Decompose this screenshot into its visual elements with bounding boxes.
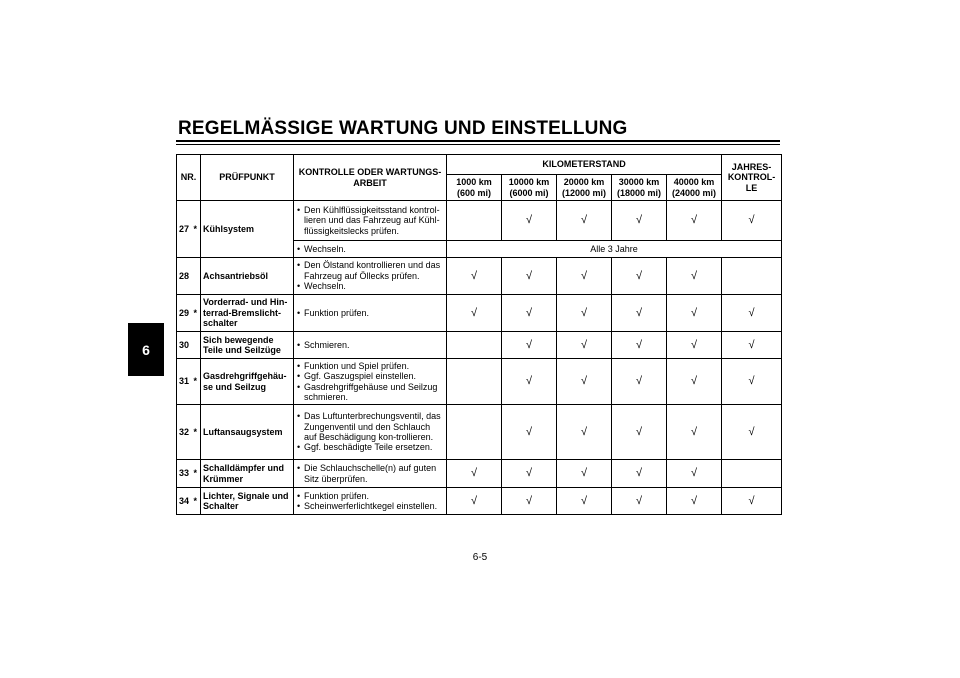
dealer-star: * [192, 359, 201, 405]
action-cell [294, 488, 447, 515]
check-cell-annual: √ [722, 488, 782, 515]
check-cell-km-0 [447, 359, 502, 405]
check-cell-km-0 [447, 405, 502, 460]
check-cell-km-1: √ [502, 460, 557, 488]
header-jahreskontrolle: JAHRES-KONTROL-LE [722, 155, 782, 201]
header-mi-value: (600 mi) [456, 187, 491, 198]
action-item: • Funktion prüfen. [296, 491, 444, 501]
dealer-star: * [192, 201, 201, 258]
check-cell-km-2: √ [557, 201, 612, 241]
action-item: • Wechseln. [296, 281, 444, 291]
dealer-star: * [192, 460, 201, 488]
check-item: Luftansaugsystem [201, 405, 294, 460]
row-number: 32 [177, 405, 192, 460]
page-number: 6-5 [472, 552, 488, 563]
action-cell [294, 405, 447, 460]
row-number: 29 [177, 295, 192, 332]
check-cell-annual: √ [722, 332, 782, 359]
header-pruefpunkt: PRÜFPUNKT [201, 155, 294, 201]
check-cell-km-0: √ [447, 258, 502, 295]
check-cell-km-4: √ [667, 201, 722, 241]
action-item: • Den Kühlflüssigkeitsstand kontrol-lieren und das Fahrzeug auf Kühl-flüssigkeitslecks prüfen. [296, 205, 444, 236]
table-row [177, 295, 782, 332]
action-cell [294, 359, 447, 405]
check-cell-km-1: √ [502, 295, 557, 332]
check-cell-km-1: √ [502, 405, 557, 460]
check-cell-km-1: √ [502, 332, 557, 359]
check-cell-km-4: √ [667, 488, 722, 515]
check-cell-km-1: √ [502, 201, 557, 241]
interval-note: Alle 3 Jahre [447, 241, 782, 258]
header-nr: NR. [177, 155, 201, 201]
check-cell-km-4: √ [667, 460, 722, 488]
action-item: • Den Ölstand kontrollieren und das Fahrzeug auf Öllecks prüfen. [296, 260, 444, 281]
check-cell-km-2: √ [557, 295, 612, 332]
header-km-0 [447, 175, 502, 201]
action-cell [294, 258, 447, 295]
check-cell-km-2: √ [557, 258, 612, 295]
action-item: • Schmieren. [296, 340, 444, 350]
check-cell-km-4: √ [667, 405, 722, 460]
check-item: Lichter, Signale und Schalter [201, 488, 294, 515]
action-item: • Das Luftunterbrechungsventil, das Zungenventil und den Schlauch auf Beschädigung kon-trollieren. [296, 411, 444, 442]
row-number: 28 [177, 258, 192, 295]
table-row [177, 201, 782, 241]
header-mi-value: (24000 mi) [672, 187, 717, 198]
header-km-value: 40000 km [673, 177, 715, 188]
check-item: Schalldämpfer und Krümmer [201, 460, 294, 488]
header-km-value: 1000 km [456, 177, 492, 188]
check-cell-km-2: √ [557, 488, 612, 515]
table-row [177, 405, 782, 460]
check-cell-km-3: √ [612, 460, 667, 488]
action-cell [294, 241, 447, 258]
row-number: 33 [177, 460, 192, 488]
action-cell [294, 332, 447, 359]
table-row [177, 332, 782, 359]
chapter-tab: 6 [128, 323, 164, 376]
row-number: 27 [177, 201, 192, 258]
check-item: Kühlsystem [201, 201, 294, 258]
header-mi-value: (12000 mi) [561, 187, 607, 198]
check-cell-km-1: √ [502, 258, 557, 295]
check-cell-km-0: √ [447, 460, 502, 488]
action-item: • Ggf. Gaszugspiel einstellen. [296, 371, 444, 381]
check-cell-km-3: √ [612, 258, 667, 295]
header-kilometerstand: KILOMETERSTAND [447, 155, 722, 175]
page-title: REGELMÄSSIGE WARTUNG UND EINSTELLUNG [178, 118, 628, 139]
header-km-4 [667, 175, 722, 201]
dealer-star [192, 332, 201, 359]
check-item: Gasdrehgriffgehäu-se und Seilzug [201, 359, 294, 405]
check-cell-km-0 [447, 332, 502, 359]
header-km-value: 20000 km [563, 177, 605, 188]
table-row [177, 460, 782, 488]
header-km-3 [612, 175, 667, 201]
action-item: • Wechseln. [296, 244, 444, 254]
header-mi-value: (6000 mi) [509, 187, 549, 198]
dealer-star: * [192, 405, 201, 460]
row-number: 31 [177, 359, 192, 405]
check-cell-km-4: √ [667, 258, 722, 295]
table-row [177, 359, 782, 405]
action-cell [294, 460, 447, 488]
check-cell-km-3: √ [612, 332, 667, 359]
check-cell-km-1: √ [502, 359, 557, 405]
header-km-1 [502, 175, 557, 201]
check-cell-annual [722, 460, 782, 488]
check-cell-annual: √ [722, 359, 782, 405]
check-cell-annual: √ [722, 295, 782, 332]
header-km-value: 10000 km [508, 177, 550, 188]
action-item: • Die Schlauchschelle(n) auf guten Sitz überprüfen. [296, 463, 444, 484]
action-item: • Funktion und Spiel prüfen. [296, 361, 444, 371]
header-kontrolle: KONTROLLE ODER WARTUNGS-ARBEIT [294, 155, 447, 201]
check-cell-km-3: √ [612, 201, 667, 241]
dealer-star: * [192, 488, 201, 515]
check-cell-km-0 [447, 201, 502, 241]
check-cell-km-4: √ [667, 295, 722, 332]
check-cell-km-2: √ [557, 460, 612, 488]
check-cell-annual: √ [722, 201, 782, 241]
check-cell-km-2: √ [557, 405, 612, 460]
action-cell [294, 201, 447, 241]
table-row [177, 488, 782, 515]
check-item: Vorderrad- und Hin-terrad-Bremslicht-schalter [201, 295, 294, 332]
check-cell-km-2: √ [557, 359, 612, 405]
row-number: 30 [177, 332, 192, 359]
header-mi-value: (18000 mi) [616, 187, 662, 198]
check-cell-annual: √ [722, 405, 782, 460]
check-cell-km-4: √ [667, 332, 722, 359]
action-item: • Gasdrehgriffgehäuse und Seilzug schmieren. [296, 382, 444, 403]
check-cell-km-3: √ [612, 488, 667, 515]
action-item: • Ggf. beschädigte Teile ersetzen. [296, 442, 444, 452]
dealer-star [192, 258, 201, 295]
check-item: Sich bewegende Teile und Seilzüge [201, 332, 294, 359]
maintenance-table [176, 154, 782, 515]
check-cell-km-3: √ [612, 405, 667, 460]
action-item: • Funktion prüfen. [296, 308, 444, 318]
check-cell-annual [722, 258, 782, 295]
title-rule [176, 140, 780, 145]
check-cell-km-1: √ [502, 488, 557, 515]
header-km-2 [557, 175, 612, 201]
header-km-value: 30000 km [618, 177, 660, 188]
check-item: Achsantriebsöl [201, 258, 294, 295]
table-row [177, 258, 782, 295]
check-cell-km-4: √ [667, 359, 722, 405]
action-cell [294, 295, 447, 332]
action-item: • Scheinwerferlichtkegel einstellen. [296, 501, 444, 511]
dealer-star: * [192, 295, 201, 332]
check-cell-km-3: √ [612, 295, 667, 332]
check-cell-km-0: √ [447, 295, 502, 332]
check-cell-km-3: √ [612, 359, 667, 405]
check-cell-km-0: √ [447, 488, 502, 515]
row-number: 34 [177, 488, 192, 515]
check-cell-km-2: √ [557, 332, 612, 359]
